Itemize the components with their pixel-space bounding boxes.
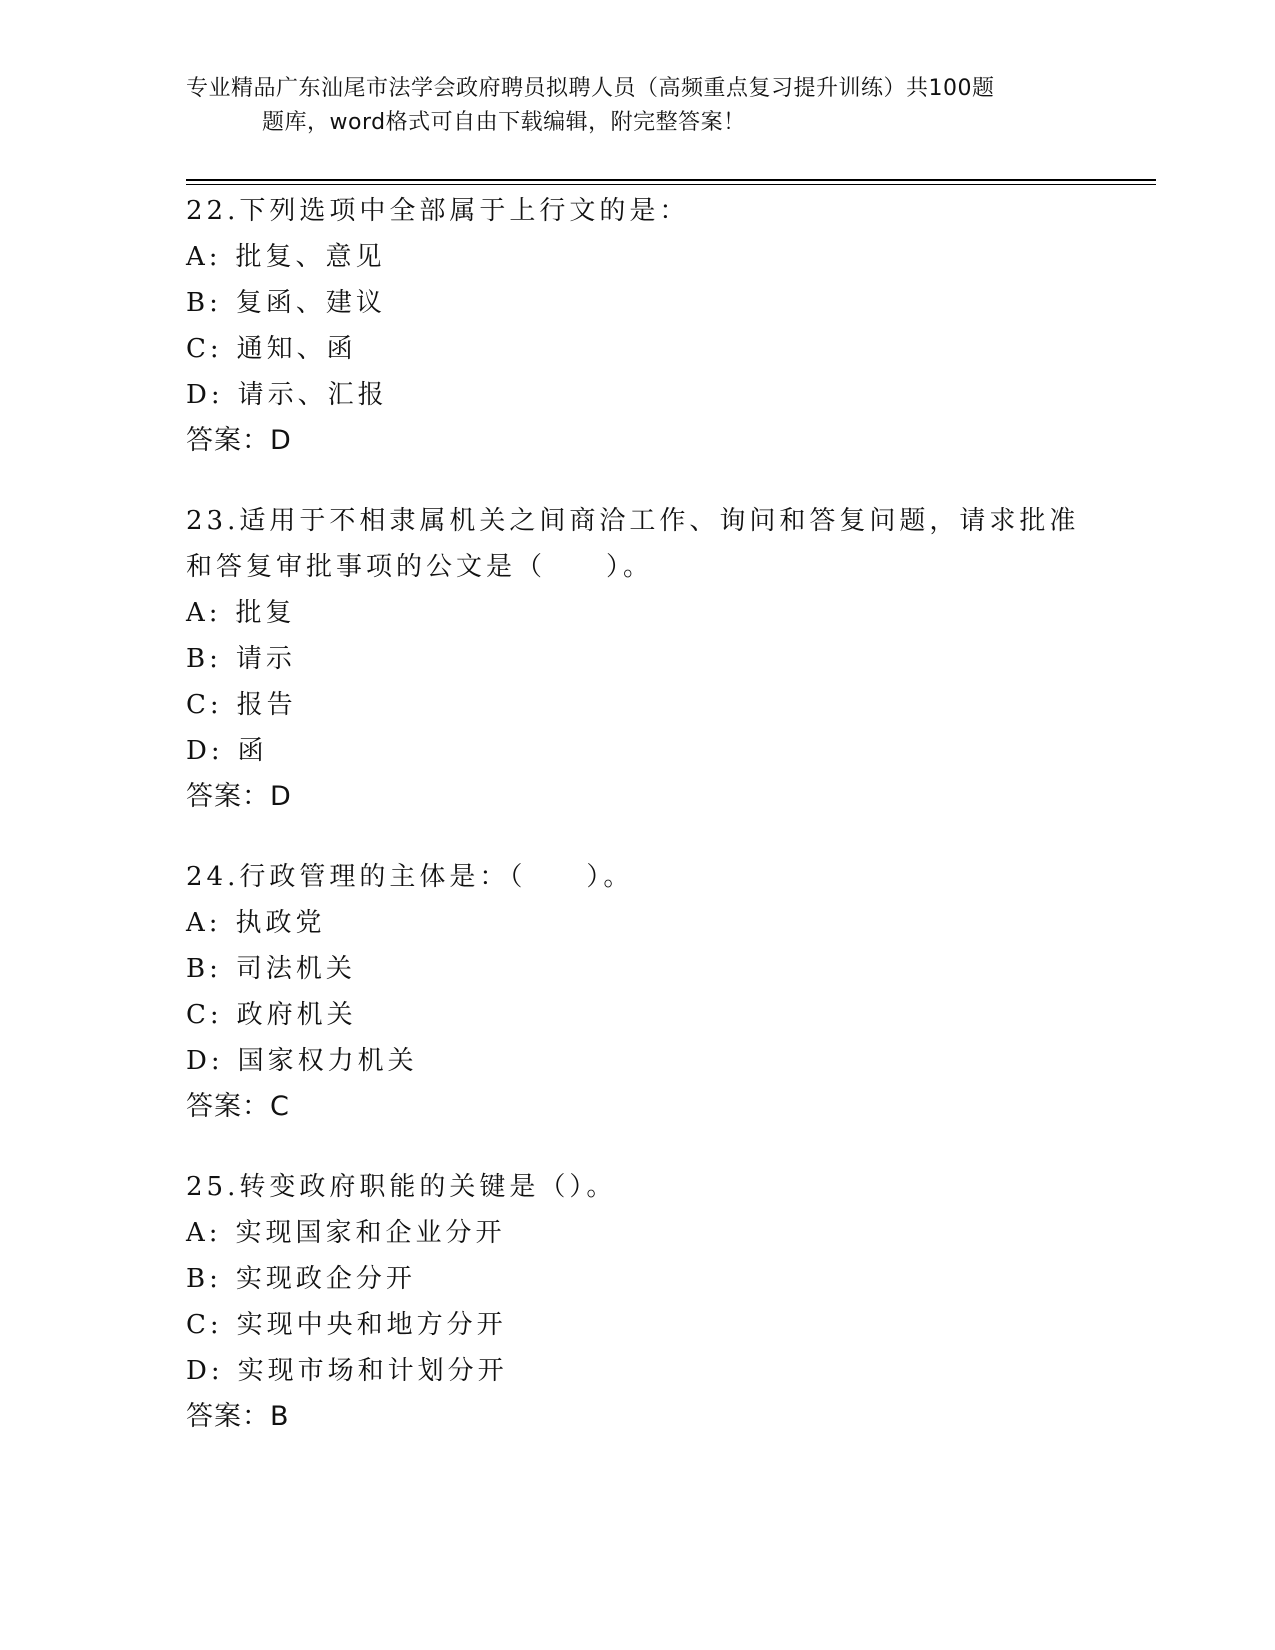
option-key: D:: [186, 380, 224, 410]
option-key: A:: [186, 908, 222, 938]
option-d: [186, 372, 1086, 418]
option-text: 报告: [236, 690, 297, 720]
option-text: 实现市场和计划分开: [237, 1356, 508, 1386]
option-key: B:: [186, 288, 222, 318]
question-text: 24.行政管理的主体是：（ ）。: [186, 862, 634, 892]
answer-line: 答案：D: [186, 781, 292, 812]
question-24: [186, 854, 1086, 1130]
document-header: [186, 72, 1086, 140]
question-text: 25.转变政府职能的关键是（）。: [186, 1172, 617, 1202]
option-c: [186, 682, 1086, 728]
option-key: C:: [186, 1000, 223, 1030]
option-d: [186, 1348, 1086, 1394]
option-key: A:: [186, 242, 222, 272]
option-key: C:: [186, 334, 223, 364]
option-text: 通知、函: [236, 334, 357, 364]
option-text: 实现中央和地方分开: [236, 1310, 507, 1340]
header-divider-thick: [186, 179, 1156, 181]
option-a: [186, 1210, 1086, 1256]
answer-line: 答案：C: [186, 1091, 290, 1122]
option-text: 执政党: [235, 908, 326, 938]
option-text: 司法机关: [235, 954, 356, 984]
option-key: B:: [186, 954, 222, 984]
question-22: [186, 188, 1086, 464]
answer-line: 答案：D: [186, 425, 292, 456]
option-key: D:: [186, 1356, 224, 1386]
option-key: C:: [186, 1310, 223, 1340]
option-b: [186, 280, 1086, 326]
option-text: 批复: [235, 598, 296, 628]
question-23: [186, 498, 1086, 820]
option-text: 请示、汇报: [237, 380, 388, 410]
option-b: [186, 636, 1086, 682]
option-key: A:: [186, 1218, 222, 1248]
option-b: [186, 946, 1086, 992]
option-c: [186, 992, 1086, 1038]
option-a: [186, 900, 1086, 946]
option-text: 实现国家和企业分开: [235, 1218, 506, 1248]
option-text: 请示: [235, 644, 296, 674]
header-title-line-2: 题库，word格式可自由下载编辑，附完整答案！: [262, 110, 746, 135]
header-divider-thin: [186, 184, 1156, 185]
header-title-line-1: 专业精品广东汕尾市法学会政府聘员拟聘人员（高频重点复习提升训练）共100题: [186, 76, 995, 101]
option-d: [186, 1038, 1086, 1084]
option-key: D:: [186, 736, 224, 766]
option-text: 函: [237, 736, 268, 766]
option-c: [186, 326, 1086, 372]
option-text: 国家权力机关: [237, 1046, 418, 1076]
option-d: [186, 728, 1086, 774]
option-key: C:: [186, 690, 223, 720]
option-text: 复函、建议: [235, 288, 386, 318]
option-text: 政府机关: [236, 1000, 357, 1030]
option-key: D:: [186, 1046, 224, 1076]
option-b: [186, 1256, 1086, 1302]
option-a: [186, 234, 1086, 280]
question-25: [186, 1164, 1086, 1440]
option-key: B:: [186, 1264, 222, 1294]
option-c: [186, 1302, 1086, 1348]
question-text: 22.下列选项中全部属于上行文的是：: [186, 196, 690, 226]
question-text: 23.适用于不相隶属机关之间商洽工作、询问和答复问题，请求批准和答复审批事项的公文是（ ）。: [186, 506, 1080, 582]
answer-line: 答案：B: [186, 1401, 290, 1432]
option-a: [186, 590, 1086, 636]
option-text: 批复、意见: [235, 242, 386, 272]
question-list: [186, 188, 1086, 1474]
option-key: A:: [186, 598, 222, 628]
option-key: B:: [186, 644, 222, 674]
option-text: 实现政企分开: [235, 1264, 416, 1294]
